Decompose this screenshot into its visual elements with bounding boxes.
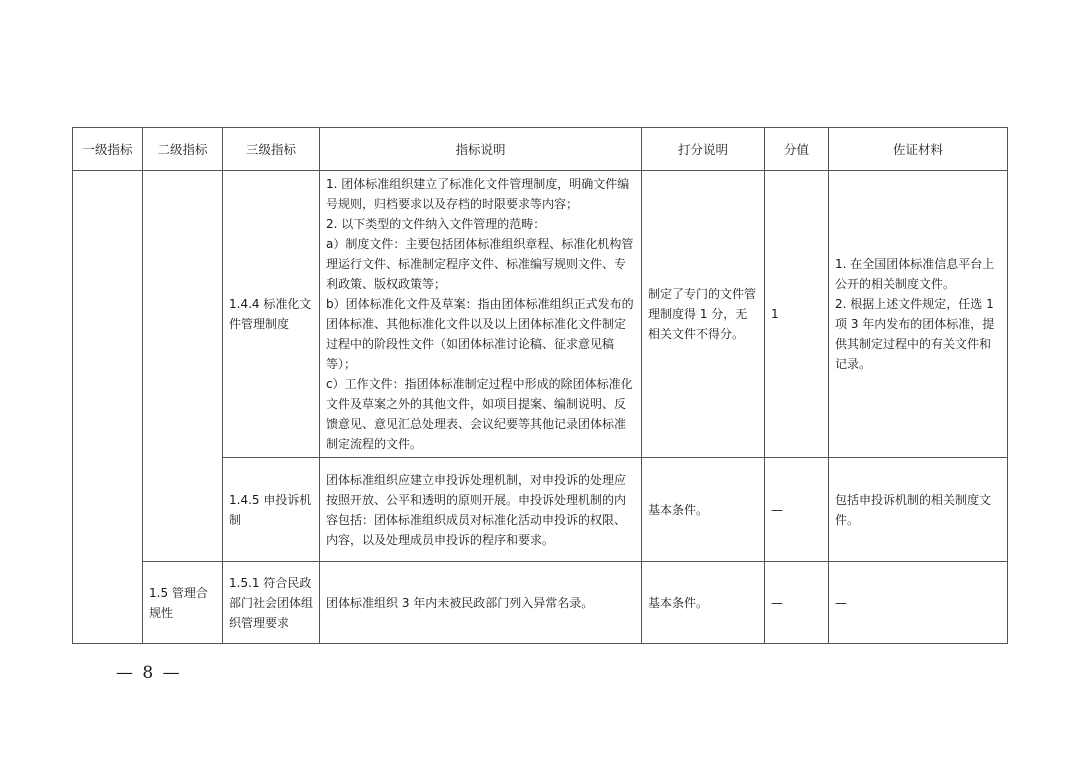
description-cell: [320, 171, 642, 458]
evidence-cell: —: [829, 562, 1008, 644]
level2-cell: 1.5 管理合规性: [143, 562, 223, 644]
description-line: 1. 团体标准组织建立了标准化文件管理制度，明确文件编号规则，归档要求以及存档的时限要求等内容；: [326, 177, 630, 211]
header-description: 指标说明: [320, 128, 642, 171]
description-line: a）制度文件：主要包括团体标准组织章程、标准化机构管理运行文件、标准制定程序文件、标准编写规则文件、专利政策、版权政策等；: [326, 237, 634, 291]
description-line: b）团体标准化文件及草案：指由团体标准组织正式发布的团体标准、其他标准化文件以及以上团体标准化文件制定过程中的阶段性文件（如团体标准讨论稿、征求意见稿等）；: [326, 297, 634, 371]
description-cell: 团体标准组织 3 年内未被民政部门列入异常名录。: [320, 562, 642, 644]
level3-cell: 1.5.1 符合民政部门社会团体组织管理要求: [223, 562, 320, 644]
evidence-cell: [829, 171, 1008, 458]
scoring-cell: 基本条件。: [642, 562, 765, 644]
evidence-line: 1. 在全国团体标准信息平台上公开的相关制度文件。: [835, 257, 995, 291]
evidence-cell: 包括申投诉机制的相关制度文件。: [829, 458, 1008, 562]
score-cell: 1: [765, 171, 829, 458]
indicator-table: [72, 127, 1008, 644]
table-row: [73, 562, 1008, 644]
level2-cell: [143, 171, 223, 562]
header-level1: 一级指标: [73, 128, 143, 171]
page-number: — 8 —: [116, 663, 182, 683]
header-scoring: 打分说明: [642, 128, 765, 171]
header-score: 分值: [765, 128, 829, 171]
score-cell: —: [765, 562, 829, 644]
table-header-row: [73, 128, 1008, 171]
level3-cell: 1.4.5 申投诉机制: [223, 458, 320, 562]
description-line: c）工作文件：指团体标准制定过程中形成的除团体标准化文件及草案之外的其他文件，如项目提案、编制说明、反馈意见、意见汇总处理表、会议纪要等其他记录团体标准制定流程的文件。: [326, 377, 633, 451]
description-line: 2. 以下类型的文件纳入文件管理的范畴：: [326, 217, 546, 231]
header-level2: 二级指标: [143, 128, 223, 171]
scoring-cell: 基本条件。: [642, 458, 765, 562]
header-level3: 三级指标: [223, 128, 320, 171]
scoring-cell: 制定了专门的文件管理制度得 1 分，无相关文件不得分。: [642, 171, 765, 458]
evidence-line: 2. 根据上述文件规定，任选 1 项 3 年内发布的团体标准，提供其制定过程中的有关文件和记录。: [835, 297, 995, 371]
level1-cell: [73, 171, 143, 644]
level3-cell: 1.4.4 标准化文件管理制度: [223, 171, 320, 458]
score-cell: —: [765, 458, 829, 562]
table-row: [73, 171, 1008, 458]
header-evidence: 佐证材料: [829, 128, 1008, 171]
description-cell: 团体标准组织应建立申投诉处理机制，对申投诉的处理应按照开放、公平和透明的原则开展。申投诉处理机制的内容包括：团体标准组织成员对标准化活动申投诉的权限、内容，以及处理成员申投诉的程序和要求。: [320, 458, 642, 562]
